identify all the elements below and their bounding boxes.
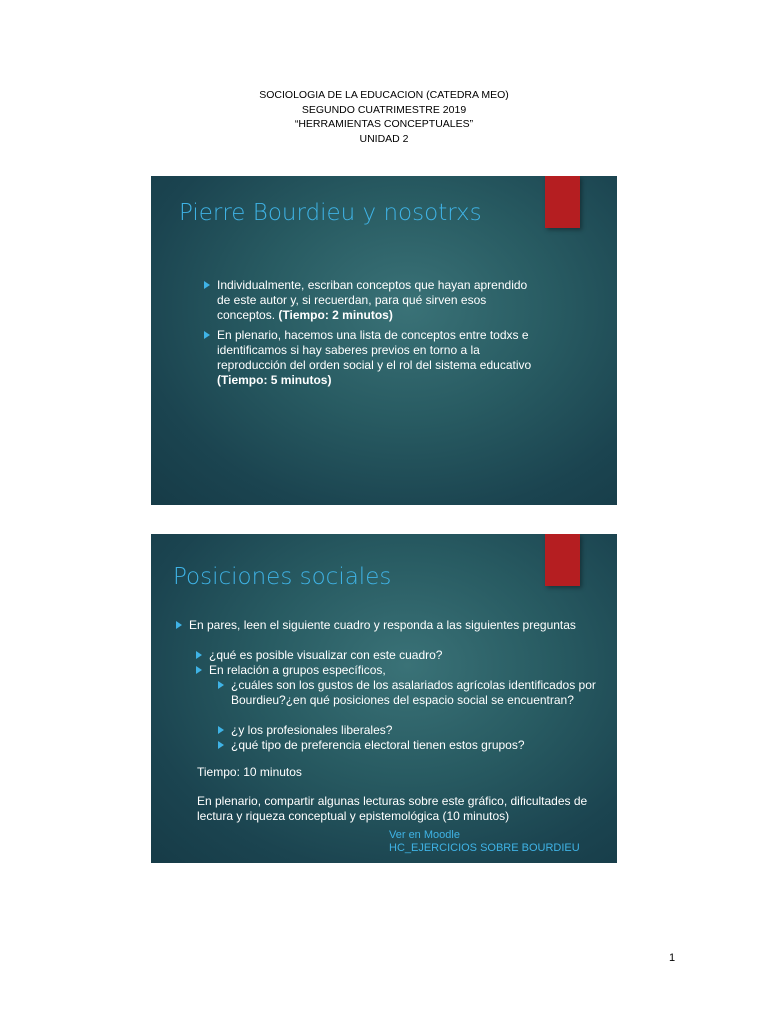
- triangle-bullet-icon: [204, 281, 210, 289]
- bullet-time: (Tiempo: 5 minutos): [217, 373, 332, 387]
- bullet-text: En plenario, hacemos una lista de conceptos entre todxs e identificamos si hay saberes previos en torno a la reproducción del orden social y el rol del sistema educativo: [217, 328, 532, 372]
- red-accent-tab: [545, 534, 580, 586]
- bullet-plenary: [217, 328, 537, 388]
- bullet-text: ¿y los profesionales liberales?: [231, 723, 393, 737]
- moodle-link[interactable]: [389, 829, 580, 855]
- bullet-text: ¿qué tipo de preferencia electoral tienen estos grupos?: [231, 738, 525, 752]
- bullet-agricultural: [231, 678, 611, 708]
- bullet-time: (Tiempo: 2 minutos): [278, 308, 393, 322]
- slide-title: Posiciones sociales: [173, 564, 392, 590]
- bullet-visualize: [209, 648, 609, 663]
- bullet-electoral: [231, 738, 611, 753]
- bullet-text: ¿cuáles son los gustos de los asalariados agrícolas identificados por Bourdieu?¿en qué posiciones del espacio social se encuentran?: [231, 678, 596, 707]
- triangle-bullet-icon: [196, 666, 202, 674]
- slide-title: Pierre Bourdieu y nosotrxs: [179, 200, 482, 226]
- document-header: [0, 88, 768, 146]
- triangle-bullet-icon: [204, 331, 210, 339]
- bullet-text: Individualmente, escriban conceptos que hayan aprendido de este autor y, si recuerdan, para qué sirven esos conceptos.: [217, 278, 528, 322]
- bullet-pairs: [189, 618, 609, 633]
- red-accent-tab: [545, 176, 580, 228]
- time-note: Tiempo: 10 minutos: [197, 765, 302, 779]
- header-line-unit: UNIDAD 2: [359, 132, 409, 145]
- bullet-text: ¿qué es posible visualizar con este cuadro?: [209, 648, 443, 662]
- triangle-bullet-icon: [196, 651, 202, 659]
- bullet-individual: [217, 278, 537, 323]
- header-line-term: SEGUNDO CUATRIMESTRE 2019: [301, 103, 467, 116]
- bullet-groups: [209, 663, 609, 678]
- plenary-note: En plenario, compartir algunas lecturas sobre este gráfico, dificultades de lectura y riqueza conceptual y epistemológica (10 minutos): [197, 794, 588, 823]
- triangle-bullet-icon: [218, 681, 224, 689]
- page-number: 1: [668, 952, 676, 964]
- header-line-topic: “HERRAMIENTAS CONCEPTUALES”: [294, 118, 474, 130]
- triangle-bullet-icon: [218, 726, 224, 734]
- slide-bourdieu: [151, 176, 617, 505]
- moodle-link-line1[interactable]: Ver en Moodle: [389, 829, 460, 841]
- bullet-text: En pares, leen el siguiente cuadro y responda a las siguientes preguntas: [189, 618, 576, 632]
- triangle-bullet-icon: [218, 741, 224, 749]
- triangle-bullet-icon: [176, 621, 182, 629]
- bullet-professionals: [231, 723, 611, 738]
- slide-posiciones: [151, 534, 617, 863]
- header-line-course: SOCIOLOGIA DE LA EDUCACION (CATEDRA MEO): [259, 89, 509, 101]
- bullet-text: En relación a grupos específicos,: [209, 663, 386, 677]
- moodle-link-line2[interactable]: HC_EJERCICIOS SOBRE BOURDIEU: [389, 842, 580, 854]
